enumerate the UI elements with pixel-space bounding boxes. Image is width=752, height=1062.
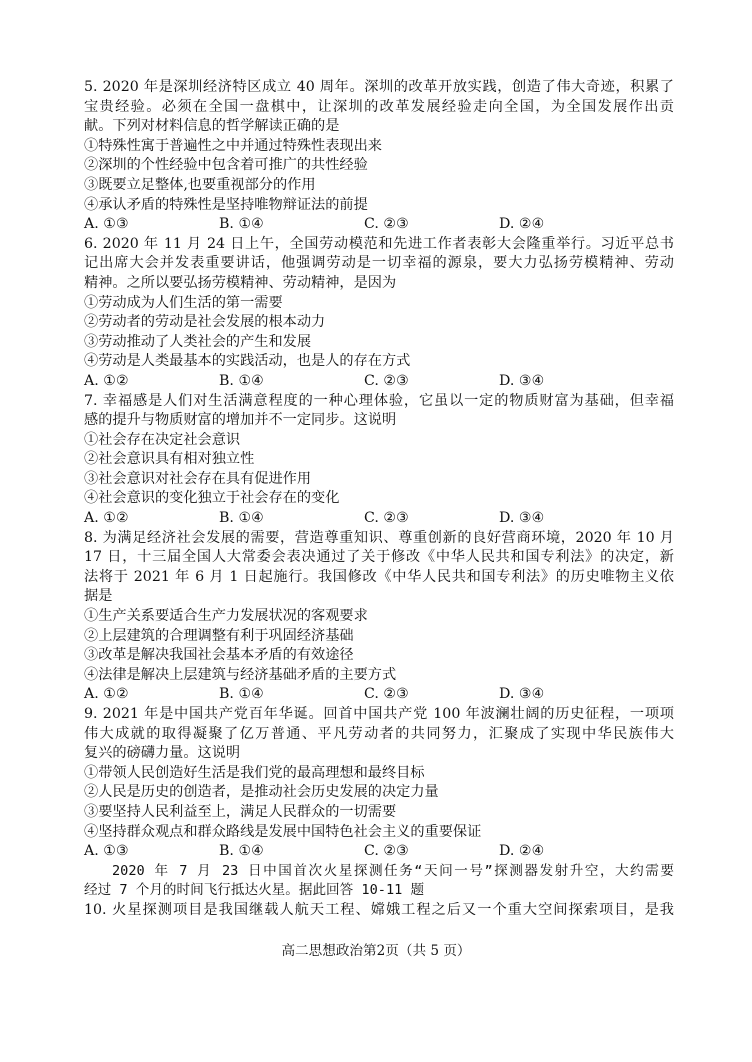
option-d: D. ②④ <box>499 216 545 233</box>
question-stem-line: 法将于 2021 年 6 月 1 日起施行。我国修改《中华人民共和国专利法》的历史唯物主义依 <box>84 568 674 585</box>
question-stem-line: 6. 2020 年 11 月 24 日上午，全国劳动模范和先进工作者表彰大会隆重举行。习近平总书 <box>84 235 674 252</box>
statement-item: ①劳动成为人们生活的第一需要 <box>84 294 283 311</box>
option-b: B. ①④ <box>219 843 264 860</box>
option-c: C. ②③ <box>364 216 409 233</box>
question-stem-line: 8. 为满足经济社会发展的需要，营造尊重知识、尊重创新的良好营商环境，2020 年 10 月 <box>84 529 674 546</box>
page-footer: 高二思想政治第2页（共 5 页） <box>281 943 471 959</box>
option-a: A. ①② <box>84 510 129 527</box>
option-d: D. ③④ <box>499 372 545 389</box>
statement-item: ②上层建筑的合理调整有利于巩固经济基础 <box>84 627 354 644</box>
question-stem-line: 9. 2021 年是中国共产党百年华诞。回首中国共产党 100 年波澜壮阔的历史征程，一项项 <box>84 706 674 722</box>
option-a: A. ①③ <box>84 216 129 233</box>
statement-item: ④社会意识的变化独立于社会存在的变化 <box>84 490 340 507</box>
question-stem-line: 5. 2020 年是深圳经济特区成立 40 周年。深圳的改革开放实践，创造了伟大奇迹，积累了 <box>84 79 674 95</box>
statement-item: ③劳动推动了人类社会的产生和发展 <box>84 333 312 350</box>
question-stem-line: 记出席大会并发表重要讲话，他强调劳动是一切幸福的源泉，要大力弘扬劳模精神、劳动 <box>84 255 674 272</box>
statement-item: ②劳动者的劳动是社会发展的根本动力 <box>84 314 326 331</box>
question-stem-line: 10. 火星探测项目是我国继载人航天工程、嫦娥工程之后又一个重大空间探索项目，是我 <box>84 901 674 918</box>
question-6 <box>84 235 674 392</box>
option-b: B. ①④ <box>219 510 264 527</box>
question-stem-line: 17 日，十三届全国人大常委会表决通过了关于修改《中华人民共和国专利法》的决定，新 <box>84 549 674 566</box>
statement-item: ①带领人民创造好生活是我们党的最高理想和最终目标 <box>84 764 425 781</box>
statement-item: ③社会意识对社会存在具有促进作用 <box>84 470 312 487</box>
option-c: C. ②③ <box>364 510 409 527</box>
statement-item: ④劳动是人类最基本的实践活动，也是人的存在方式 <box>84 353 411 370</box>
statement-item: ②社会意识具有相对独立性 <box>84 451 255 468</box>
question-7 <box>84 392 674 529</box>
option-b: B. ①④ <box>219 216 264 233</box>
option-a: A. ①② <box>84 372 129 389</box>
answer-options <box>84 372 674 392</box>
option-c: C. ②③ <box>364 686 409 703</box>
statement-item: ①社会存在决定社会意识 <box>84 431 241 448</box>
answer-options <box>84 215 674 235</box>
question-5 <box>84 78 674 235</box>
question-8 <box>84 529 674 705</box>
option-a: A. ①③ <box>84 843 129 860</box>
statement-item: ④承认矛盾的特殊性是坚持唯物辩证法的前提 <box>84 196 368 213</box>
option-b: B. ①④ <box>219 372 264 389</box>
question-stem-line: 复兴的磅礴力量。这说明 <box>84 745 241 762</box>
option-a: A. ①② <box>84 686 129 703</box>
question-stem-line: 献。下列对材料信息的哲学解读正确的是 <box>84 118 340 135</box>
question-stem-line: 伟大成就的取得凝聚了亿万普通、平凡劳动者的共同努力，汇聚成了实现中华民族伟大 <box>84 725 674 742</box>
option-d: D. ③④ <box>499 686 545 703</box>
answer-options <box>84 509 674 529</box>
question-9 <box>84 705 674 862</box>
question-stem-line: 感的提升与物质财富的增加并不一定同步。这说明 <box>84 412 397 429</box>
statement-item: ③改革是解决我国社会基本矛盾的有效途径 <box>84 647 354 664</box>
material-line: 经过 7 个月的时间飞行抵达火星。据此回答 10-11 题 <box>84 882 425 899</box>
statement-item: ①特殊性寓于普遍性之中并通过特殊性表现出来 <box>84 137 382 154</box>
statement-item: ①生产关系要适合生产力发展状况的客观要求 <box>84 608 368 625</box>
question-stem-line: 据是 <box>84 588 113 605</box>
option-b: B. ①④ <box>219 686 264 703</box>
question-stem-line: 宝贵经验。必须在全国一盘棋中，让深圳的改革发展经验走向全国，为全国发展作出贡 <box>84 98 674 115</box>
answer-options <box>84 685 674 705</box>
statement-item: ④坚持群众观点和群众路线是发展中国特色社会主义的重要保证 <box>84 823 482 840</box>
question-stem-line: 精神。之所以要弘扬劳模精神、劳动精神，是因为 <box>84 274 397 291</box>
option-d: D. ③④ <box>499 510 545 527</box>
statement-item: ④法律是解决上层建筑与经济基础矛盾的主要方式 <box>84 666 397 683</box>
statement-item: ③既要立足整体,也要重视部分的作用 <box>84 176 316 193</box>
option-d: D. ②④ <box>499 843 545 860</box>
question-stem-line: 7. 幸福感是人们对生活满意程度的一种心理体验，它虽以一定的物质财富为基础，但幸福 <box>84 392 674 409</box>
statement-item: ②人民是历史的创造者，是推动社会历史发展的决定力量 <box>84 784 439 801</box>
question-10 <box>84 901 674 921</box>
statement-item: ②深圳的个性经验中包含着可推广的共性经验 <box>84 157 368 174</box>
material-line: 2020 年 7 月 23 日中国首次火星探测任务“天问一号”探测器发射升空，大约需要 <box>112 862 674 879</box>
answer-options <box>84 842 674 862</box>
statement-item: ③要坚持人民利益至上，满足人民群众的一切需要 <box>84 803 397 820</box>
option-c: C. ②③ <box>364 843 409 860</box>
option-c: C. ②③ <box>364 372 409 389</box>
material-intro-10-11 <box>84 862 674 901</box>
